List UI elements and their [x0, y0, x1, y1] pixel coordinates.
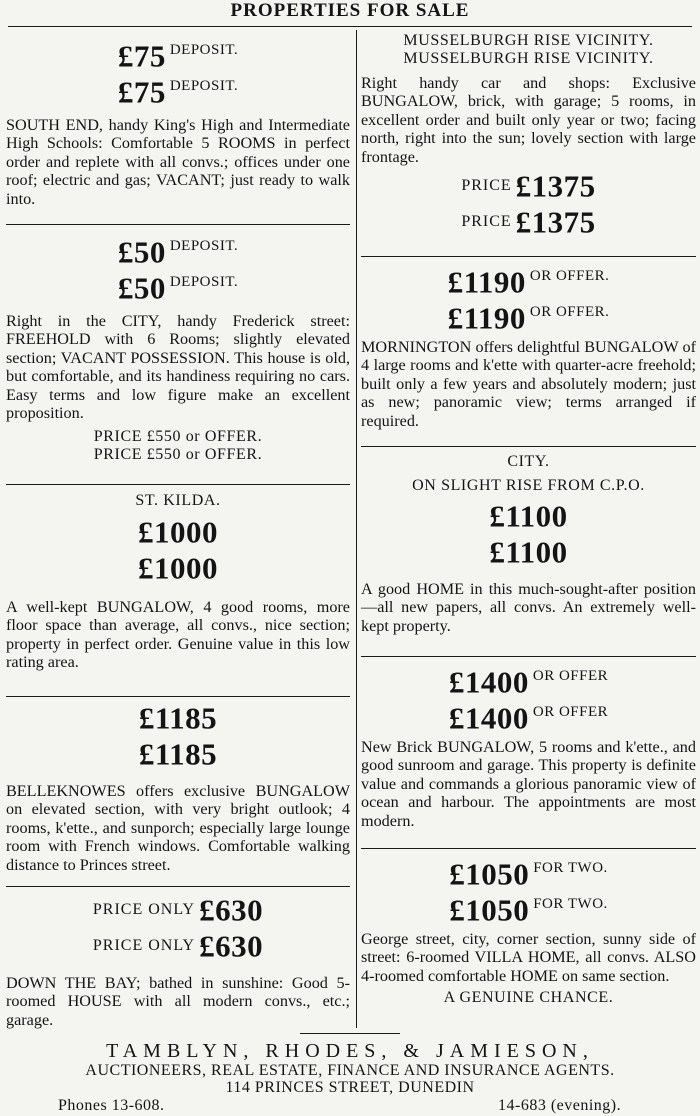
ad-new-brick: [361, 658, 696, 830]
ad-footer: PRICE £550 or OFFER.: [93, 428, 263, 446]
header-rule: [8, 26, 692, 27]
price-line: £50 DEPOSIT.: [117, 234, 239, 270]
price-line: £1000: [138, 514, 218, 550]
ad-heading: CITY.: [507, 453, 550, 470]
firm-description: AUCTIONEERS, REAL ESTATE, FINANCE AND INSURANCE AGENTS.: [85, 1062, 615, 1079]
price-line: PRICE £1375: [461, 168, 596, 204]
price-line: £1100: [489, 534, 568, 570]
ad-text: New Brick BUNGALOW, 5 rooms and k'ette., and good sunroom and garage. This property is definite value and commands a glorious panoramic view of ocean and harbour. The appointments are most modern.: [361, 738, 696, 830]
left-column: [6, 32, 350, 1029]
ad-belleknowes: [6, 700, 350, 874]
ad-heading: MUSSELBURGH RISE VICINITY.: [403, 32, 654, 49]
ad-text: DOWN THE BAY; bathed in sunshine: Good 5-roomed HOUSE with all modern convs., etc.; garage.: [6, 974, 350, 1029]
ad-george-street: [361, 850, 696, 1007]
ad-text: BELLEKNOWES offers exclusive BUNGALOW on elevated section, with very bright outlook; 4 rooms, k'ette., and sunporch; especially large lounge room with French windows. Comfortable walking distance to Princes street.: [6, 782, 350, 874]
price-line: £1190 OR OFFER.: [447, 264, 610, 300]
ad-divider: [361, 446, 696, 447]
ad-heading: ST. KILDA.: [135, 492, 221, 509]
price-line: £1050 FOR TWO.: [449, 856, 608, 892]
ad-divider: [361, 848, 696, 849]
ad-text: Right handy car and shops: Exclusive BUNGALOW, brick, with garage; 5 rooms, in excellent order and built only year or two; facing north, right into the sun; lovely section with large frontage.: [361, 74, 696, 166]
price-line: £1185: [138, 736, 218, 772]
phone-evening: 14-683 (evening).: [498, 1097, 622, 1114]
ad-divider: [6, 484, 350, 485]
ad-musselburgh: [361, 32, 696, 240]
column-divider: [356, 30, 357, 1028]
ad-text: Right in the CITY, handy Frederick street: FREEHOLD with 6 Rooms; slightly elevated section; VACANT POSSESSION. This house is old, but comfortable, and its handiness requiring no cars. Easy terms and low figure make an excellent proposition.: [6, 312, 350, 423]
price-line: £1050 FOR TWO.: [449, 892, 608, 928]
ad-footer: A GENUINE CHANCE.: [443, 989, 614, 1007]
ad-text: A well-kept BUNGALOW, 4 good rooms, more floor space than average, all convs., nice section; property in perfect order. Genuine value in this low rating area.: [6, 598, 350, 672]
footer-rule: [300, 1033, 400, 1034]
price-line: PRICE ONLY £630: [92, 892, 264, 928]
price-line: PRICE £1375: [461, 204, 596, 240]
price-line: PRICE ONLY £630: [92, 928, 264, 964]
price-line: £1190 OR OFFER.: [447, 300, 610, 336]
right-column: [361, 32, 696, 1026]
ad-heading: MUSSELBURGH RISE VICINITY.: [403, 50, 654, 67]
ad-subheading: ON SLIGHT RISE FROM C.P.O.: [412, 477, 645, 494]
price-line: £1400 OR OFFER: [448, 664, 609, 700]
ad-city-freehold: [6, 228, 350, 464]
price-line: £1000: [138, 550, 218, 586]
ad-divider: [361, 656, 696, 657]
price-line: £50 DEPOSIT.: [117, 270, 239, 306]
page-title: PROPERTIES FOR SALE: [230, 0, 470, 21]
ad-text: George street, city, corner section, sunny side of street: 6-roomed VILLA HOME, all convs. ALSO 4-roomed comfortable HOME on same section.: [361, 930, 696, 985]
price-line: £1185: [138, 700, 218, 736]
firm-name: TAMBLYN, RHODES, & JAMIESON,: [106, 1040, 594, 1062]
ad-divider: [361, 256, 696, 257]
price-line: £75 DEPOSIT.: [117, 74, 239, 110]
price-line: £1100: [489, 498, 568, 534]
ad-divider: [6, 886, 350, 887]
ad-divider: [6, 224, 350, 225]
price-line: £1400 OR OFFER: [448, 700, 609, 736]
ad-text: A good HOME in this much-sought-after position—all new papers, all convs. An extremely well-kept property.: [361, 580, 696, 635]
ad-divider: [6, 696, 350, 697]
firm-address: 114 PRINCES STREET, DUNEDIN: [225, 1079, 475, 1096]
ad-st-kilda: [6, 488, 350, 672]
ad-text: SOUTH END, handy King's High and Intermediate High Schools: Comfortable 5 ROOMS in perfect order and replete with all convs.; offices under one roof; electric and gas; VACANT; just ready to walk into.: [6, 116, 350, 208]
ad-footer: PRICE £550 or OFFER.: [93, 446, 263, 464]
price-line: £75 DEPOSIT.: [117, 38, 239, 74]
ad-text: MORNINGTON offers delightful BUNGALOW of 4 large rooms and k'ette with quarter-acre freehold; built only a few years and absolutely modern; just as new; panoramic view; terms arranged if required.: [361, 338, 696, 430]
phone-day: Phones 13-608.: [58, 1097, 165, 1114]
ad-mornington: [361, 258, 696, 430]
ad-down-the-bay: [6, 892, 350, 1029]
ad-city-cpo: [361, 450, 696, 635]
ad-south-end: [6, 32, 350, 208]
